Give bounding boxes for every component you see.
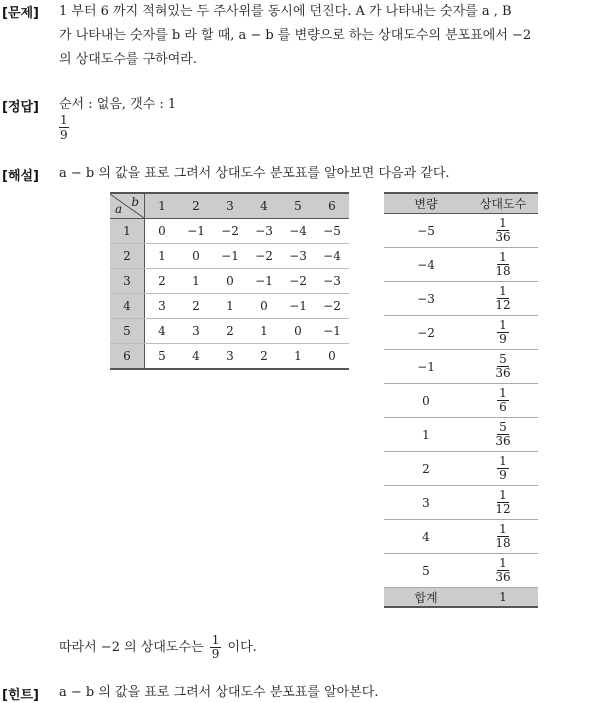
relative-frequency-cell	[468, 452, 538, 486]
conclusion-fraction	[210, 634, 222, 661]
difference-cell: −1	[247, 269, 281, 294]
difference-cell: 4	[179, 344, 213, 370]
answer-line: 순서 : 없음, 갯수 : 1	[59, 97, 177, 112]
difference-cell: 4	[145, 319, 180, 344]
header-relative-frequency: 상대도수	[468, 193, 538, 214]
difference-cell: −1	[213, 244, 247, 269]
difference-cell: 3	[179, 319, 213, 344]
numerator: 1	[499, 454, 507, 468]
corner-b: b	[131, 195, 139, 209]
denominator: 18	[495, 536, 511, 550]
difference-cell: 0	[281, 319, 315, 344]
variable-value: 2	[384, 452, 468, 486]
answer-denominator: 9	[60, 128, 68, 142]
difference-cell: −5	[315, 219, 349, 244]
numerator: 1	[499, 250, 507, 264]
difference-cell: 3	[145, 294, 180, 319]
relative-frequency-cell	[468, 486, 538, 520]
relative-frequency-cell	[468, 248, 538, 282]
frequency-table-row	[384, 520, 538, 554]
relative-frequency-fraction	[497, 455, 509, 482]
variable-value: 0	[384, 384, 468, 418]
relative-frequency-fraction	[493, 557, 512, 584]
hint-label: [힌트]	[2, 688, 39, 703]
relative-frequency-fraction	[493, 353, 512, 380]
variable-value: 1	[384, 418, 468, 452]
frequency-table-row	[384, 486, 538, 520]
variable-value: 5	[384, 554, 468, 588]
col-header: 3	[213, 193, 247, 219]
relative-frequency-cell	[468, 418, 538, 452]
variable-value: 4	[384, 520, 468, 554]
total-label: 합계	[384, 588, 468, 608]
difference-cell: −3	[247, 219, 281, 244]
col-header: 6	[315, 193, 349, 219]
problem-line-1: 1 부터 6 까지 적혀있는 두 주사위를 동시에 던진다. A 가 나타내는 숫자를 a , B	[59, 4, 512, 19]
difference-table-row	[110, 294, 349, 319]
total-value: 1	[468, 588, 538, 608]
difference-cell: −2	[281, 269, 315, 294]
difference-table-row	[110, 344, 349, 370]
denominator: 6	[499, 400, 507, 414]
relative-frequency-fraction	[497, 387, 509, 414]
solution-conclusion	[59, 634, 257, 661]
denominator: 36	[495, 434, 511, 448]
difference-cell: −2	[247, 244, 281, 269]
numerator: 1	[499, 556, 507, 570]
relative-frequency-fraction	[493, 285, 512, 312]
numerator: 1	[499, 318, 507, 332]
difference-cell: −2	[213, 219, 247, 244]
difference-cell: −1	[281, 294, 315, 319]
frequency-table-row	[384, 554, 538, 588]
difference-cell: −3	[281, 244, 315, 269]
numerator: 1	[499, 216, 507, 230]
difference-cell: −1	[179, 219, 213, 244]
relative-frequency-cell	[468, 520, 538, 554]
table-corner-cell	[110, 193, 145, 219]
frequency-table-row	[384, 316, 538, 350]
denominator: 9	[499, 468, 507, 482]
frequency-table-row	[384, 282, 538, 316]
numerator: 1	[499, 488, 507, 502]
relative-frequency-cell	[468, 350, 538, 384]
denominator: 18	[495, 264, 511, 278]
row-header: 3	[110, 269, 145, 294]
conclusion-text: 따라서 −2 의 상대도수는	[59, 640, 204, 655]
col-header: 1	[145, 193, 180, 219]
numerator: 5	[499, 352, 507, 366]
variable-value: −4	[384, 248, 468, 282]
difference-cell: 2	[179, 294, 213, 319]
denominator: 36	[495, 366, 511, 380]
relative-frequency-cell	[468, 316, 538, 350]
conclusion-numerator: 1	[211, 633, 220, 647]
difference-cell: 1	[281, 344, 315, 370]
relative-frequency-cell	[468, 214, 538, 248]
numerator: 1	[499, 386, 507, 400]
difference-cell: −4	[281, 219, 315, 244]
difference-cell: 0	[315, 344, 349, 370]
difference-cell: −1	[315, 319, 349, 344]
frequency-table-row	[384, 350, 538, 384]
relative-frequency-fraction	[493, 421, 512, 448]
relative-frequency-fraction	[493, 489, 512, 516]
relative-frequency-cell	[468, 282, 538, 316]
difference-cell: 0	[213, 269, 247, 294]
frequency-table-row	[384, 214, 538, 248]
difference-cell: −2	[315, 294, 349, 319]
numerator: 5	[499, 420, 507, 434]
variable-value: −1	[384, 350, 468, 384]
difference-cell: 0	[145, 219, 180, 244]
row-header: 4	[110, 294, 145, 319]
row-header: 2	[110, 244, 145, 269]
answer-numerator: 1	[60, 113, 68, 127]
variable-value: −3	[384, 282, 468, 316]
difference-table-row	[110, 219, 349, 244]
hint-text: a − b 의 값을 표로 그려서 상대도수 분포표를 알아본다.	[59, 685, 379, 700]
difference-table	[110, 192, 349, 370]
problem-line-2: 가 나타내는 숫자를 b 라 할 때, a − b 를 변량으로 하는 상대도수의 분포표에서 −2	[59, 28, 532, 43]
difference-cell: 0	[247, 294, 281, 319]
difference-cell: 2	[145, 269, 180, 294]
difference-cell: 1	[247, 319, 281, 344]
relative-frequency-fraction	[493, 251, 512, 278]
variable-value: 3	[384, 486, 468, 520]
relative-frequency-cell	[468, 384, 538, 418]
relative-frequency-fraction	[493, 523, 512, 550]
solution-label: [해설]	[2, 169, 39, 184]
difference-table-row	[110, 244, 349, 269]
numerator: 1	[499, 284, 507, 298]
problem-label: [문제]	[2, 6, 39, 21]
frequency-table-row	[384, 384, 538, 418]
difference-table-row	[110, 269, 349, 294]
difference-cell: 5	[145, 344, 180, 370]
denominator: 36	[495, 570, 511, 584]
frequency-table-row	[384, 418, 538, 452]
difference-table-row	[110, 319, 349, 344]
difference-cell: 2	[247, 344, 281, 370]
difference-table-header	[110, 193, 349, 219]
denominator: 12	[495, 502, 511, 516]
relative-frequency-cell	[468, 554, 538, 588]
solution-intro: a − b 의 값을 표로 그려서 상대도수 분포표를 알아보면 다음과 같다.	[59, 166, 450, 181]
difference-cell: 3	[213, 344, 247, 370]
variable-value: −5	[384, 214, 468, 248]
col-header: 2	[179, 193, 213, 219]
row-header: 5	[110, 319, 145, 344]
row-header: 6	[110, 344, 145, 370]
frequency-table-header	[384, 193, 538, 214]
relative-frequency-fraction	[493, 217, 512, 244]
corner-a: a	[115, 202, 123, 216]
problem-line-3: 의 상대도수를 구하여라.	[59, 52, 197, 67]
frequency-table-row	[384, 452, 538, 486]
denominator: 12	[495, 298, 511, 312]
relative-frequency-table	[384, 192, 538, 608]
conclusion-suffix: 이다.	[227, 640, 257, 655]
answer-fraction	[59, 112, 69, 143]
difference-cell: −3	[315, 269, 349, 294]
difference-cell: −4	[315, 244, 349, 269]
denominator: 36	[495, 230, 511, 244]
difference-cell: 1	[213, 294, 247, 319]
variable-value: −2	[384, 316, 468, 350]
frequency-table-row	[384, 248, 538, 282]
difference-cell: 1	[145, 244, 180, 269]
conclusion-denominator: 9	[211, 647, 220, 661]
col-header: 5	[281, 193, 315, 219]
denominator: 9	[499, 332, 507, 346]
relative-frequency-fraction	[497, 319, 509, 346]
numerator: 1	[499, 522, 507, 536]
col-header: 4	[247, 193, 281, 219]
answer-label: [정답]	[2, 100, 39, 115]
frequency-table-total-row	[384, 588, 538, 608]
row-header: 1	[110, 219, 145, 244]
difference-cell: 1	[179, 269, 213, 294]
header-variable: 변량	[384, 193, 468, 214]
difference-cell: 2	[213, 319, 247, 344]
difference-cell: 0	[179, 244, 213, 269]
